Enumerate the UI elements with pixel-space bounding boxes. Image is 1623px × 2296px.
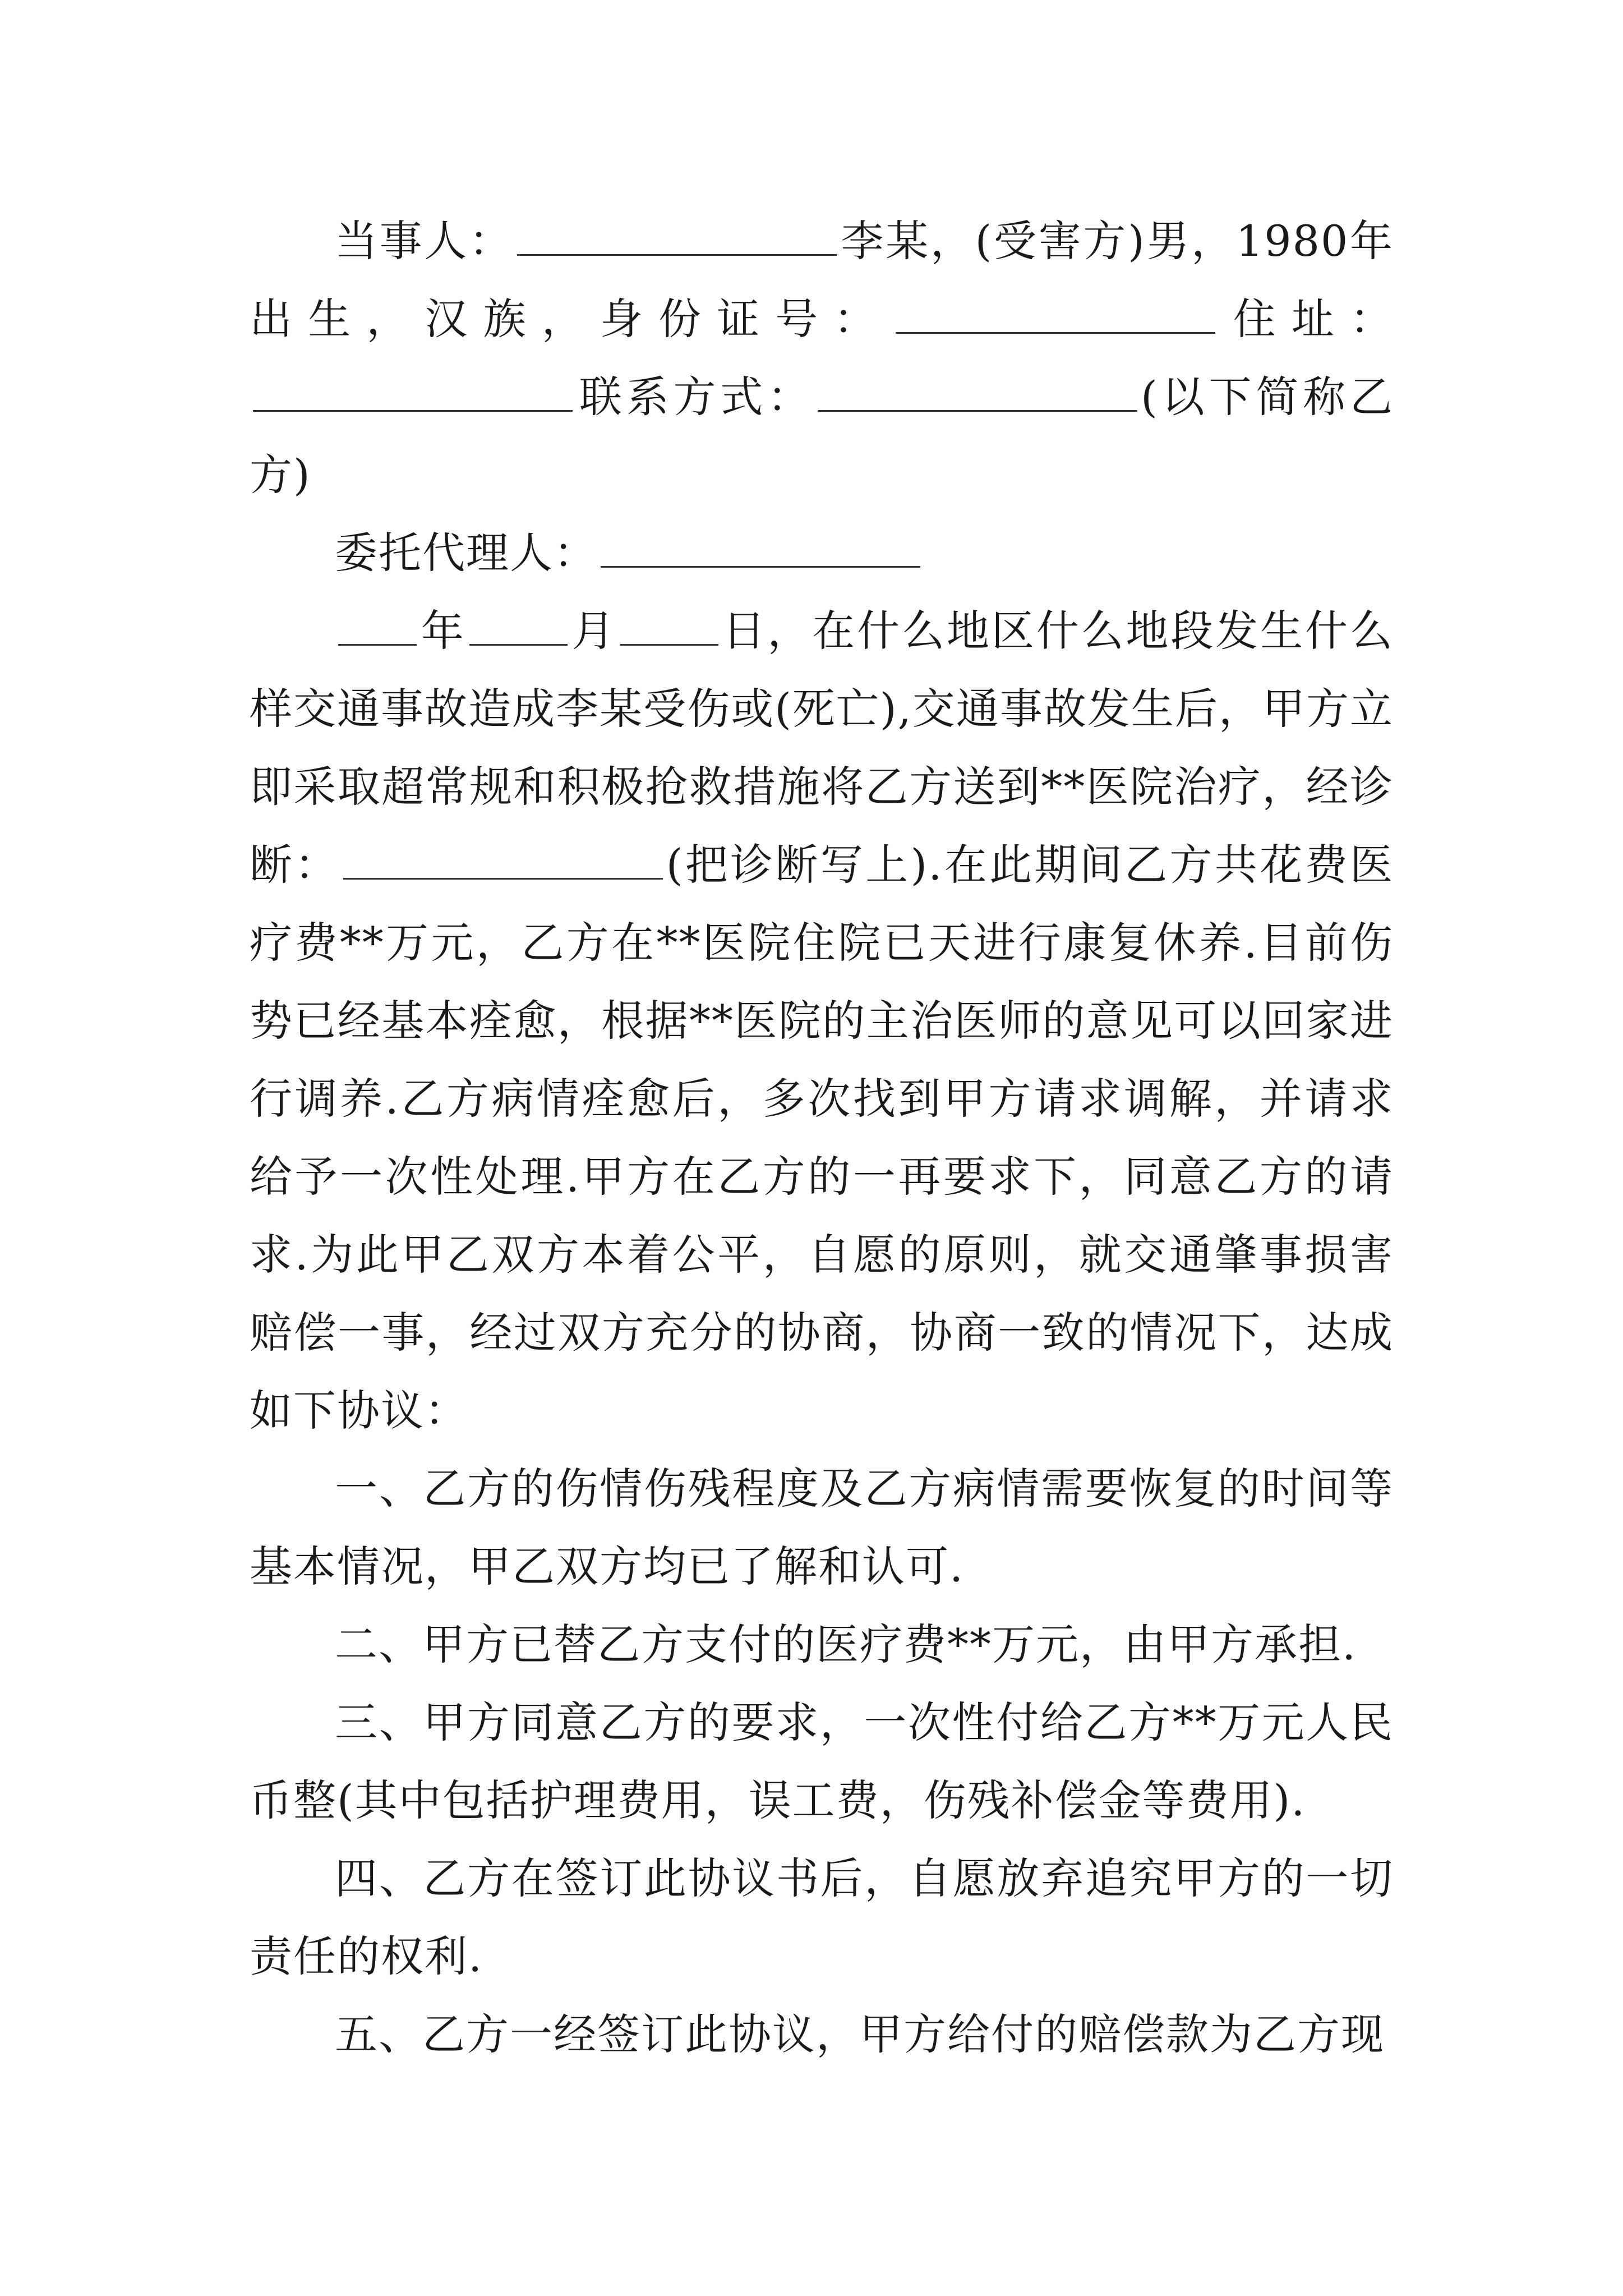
agent-blank [601,527,920,568]
contact-label: 联系方式： [576,372,815,422]
party-label: 当事人： [335,216,514,266]
clause-4: 四、乙方在签订此协议书后，自愿放弃追究甲方的一切责任的权利. [250,1853,1394,1981]
contact-blank [818,371,1137,412]
diagnosis-blank [343,839,663,880]
party-info-paragraph [250,202,1394,514]
clause-5: 五、乙方一经签订此协议，甲方给付的赔偿款为乙方现 [335,2009,1385,2059]
address-blank [253,371,573,412]
incident-text-continued: (把诊断写上).在此期间乙方共花费医疗费**万元，乙方在**医院住院已天进行康复休养.目前伤势已经基本痊愈，根据**医院的主治医师的意见可以回家进行调养.乙方病情痊愈后，多次找到甲方请求调解，并请求给予一次性处理.甲方在乙方的一再要求下，同意乙方的请求.为此甲乙双方本着公平，自愿的原则，就交通肇事损害赔偿一事，经过双方充分的协商，协商一致的情况下，达成如下协议： [250,840,1394,1435]
party-alias: (以下简称乙方) [250,372,1394,500]
clause-1: 一、乙方的伤情伤残程度及乙方病情需要恢复的时间等基本情况，甲乙双方均已了解和认可. [250,1464,1394,1591]
day-blank [620,605,718,646]
month-blank [469,605,568,646]
year-label: 年 [420,606,466,656]
id-number-blank [896,293,1215,334]
incident-paragraph [250,592,1394,1450]
address-label: 住址： [1218,294,1394,344]
agreement-body [250,202,1394,2073]
month-label: 月 [570,606,617,656]
clause-2: 二、甲方已替乙方支付的医疗费**万元，由甲方承担. [335,1619,1357,1669]
clause-3: 三、甲方同意乙方的要求，一次性付给乙方**万元人民币整(其中包括护理费用，误工费，伤残补偿金等费用). [250,1697,1394,1825]
agent-paragraph [250,514,1394,592]
incident-text: 日，在什么地区什么地段发生什么样交通事故造成李某受伤或(死亡),交通事故发生后，甲方立即采取超常规和积极抢救措施将乙方送到**医院治疗，经诊断： [250,606,1394,890]
year-blank [338,605,417,646]
agent-label: 委托代理人： [335,528,597,578]
party-details: 李某，(受害方)男，1980年出生，汉族，身份证号： [250,216,1394,344]
party-name-blank [517,215,837,256]
